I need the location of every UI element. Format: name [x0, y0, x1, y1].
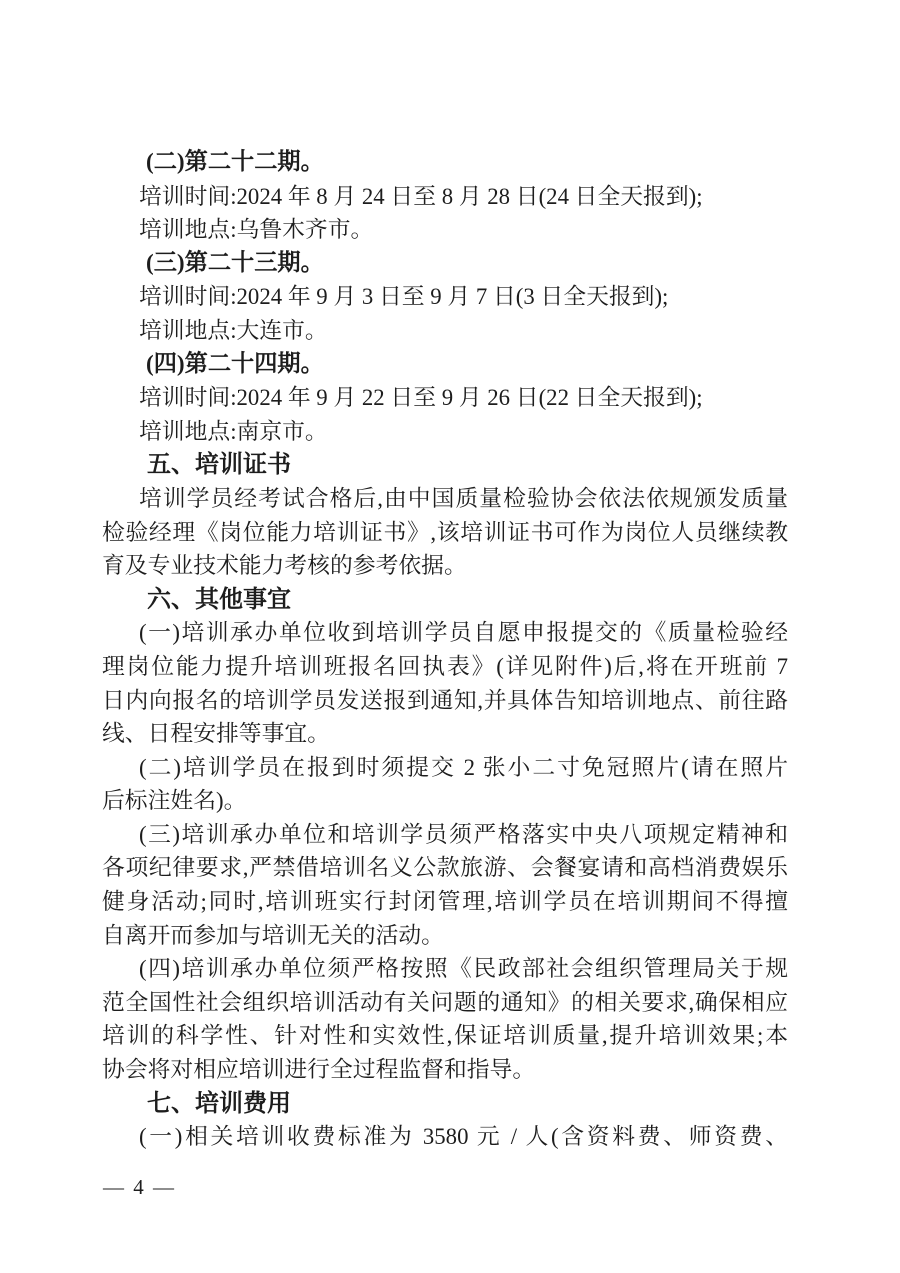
text-line: 育及专业技术能力考核的参考依据。 — [102, 553, 467, 579]
text-line: 培训地点:南京市。 — [139, 418, 328, 444]
text-line: 培训地点:大连市。 — [139, 317, 328, 343]
text-line: 自离开而参加与培训无关的活动。 — [102, 922, 444, 948]
text-line: 培训时间:2024 年 9 月 22 日至 9 月 26 日(22 日全天报到); — [139, 385, 703, 411]
text-line: 健身活动;同时,培训班实行封闭管理,培训学员在培训期间不得擅 — [102, 889, 788, 915]
text-line: 后标注姓名)。 — [102, 788, 247, 814]
page-number: — 4 — — [103, 1175, 176, 1199]
text-line: (一)培训承办单位收到培训学员自愿申报提交的《质量检验经 — [139, 620, 788, 646]
text-line: 范全国性社会组织培训活动有关问题的通知》的相关要求,确保相应 — [102, 989, 788, 1015]
text-line: 培训学员经考试合格后,由中国质量检验协会依法依规颁发质量 — [139, 485, 788, 511]
text-line: 培训时间:2024 年 9 月 3 日至 9 月 7 日(3 日全天报到); — [139, 284, 669, 310]
text-line: 培训时间:2024 年 8 月 24 日至 8 月 28 日(24 日全天报到); — [139, 183, 703, 209]
text-line: 协会将对相应培训进行全过程监督和指导。 — [102, 1057, 536, 1083]
text-line: (四)第二十四期。 — [146, 350, 324, 377]
text-line: 各项纪律要求,严禁借培训名义公款旅游、会餐宴请和高档消费娱乐 — [102, 855, 788, 881]
text-line: (二)第二十二期。 — [146, 149, 324, 175]
text-line: 六、其他事宜 — [147, 585, 291, 613]
text-line: 培训地点:乌鲁木齐市。 — [139, 217, 374, 243]
document-body — [102, 146, 788, 1154]
text-line: (三)培训承办单位和培训学员须严格落实中央八项规定精神和 — [139, 821, 788, 847]
text-line: (三)第二十三期。 — [146, 249, 324, 276]
text-line: 线、日程安排等事宜。 — [102, 721, 330, 747]
text-line: (四)培训承办单位须严格按照《民政部社会组织管理局关于规 — [139, 956, 788, 982]
text-line: 七、培训费用 — [147, 1089, 291, 1117]
text-line: 五、培训证书 — [147, 451, 291, 479]
text-line: 检验经理《岗位能力培训证书》,该培训证书可作为岗位人员继续教 — [102, 519, 788, 545]
text-line: 培训的科学性、针对性和实效性,保证培训质量,提升培训效果;本 — [102, 1023, 788, 1049]
text-line: (二)培训学员在报到时须提交 2 张小二寸免冠照片(请在照片 — [139, 754, 788, 780]
text-line: 日内向报名的培训学员发送报到通知,并具体告知培训地点、前往路 — [102, 687, 788, 713]
text-line: 理岗位能力提升培训班报名回执表》(详见附件)后,将在开班前 7 — [102, 653, 788, 679]
text-line: (一)相关培训收费标准为 3580 元 / 人(含资料费、师资费、 — [139, 1124, 788, 1150]
